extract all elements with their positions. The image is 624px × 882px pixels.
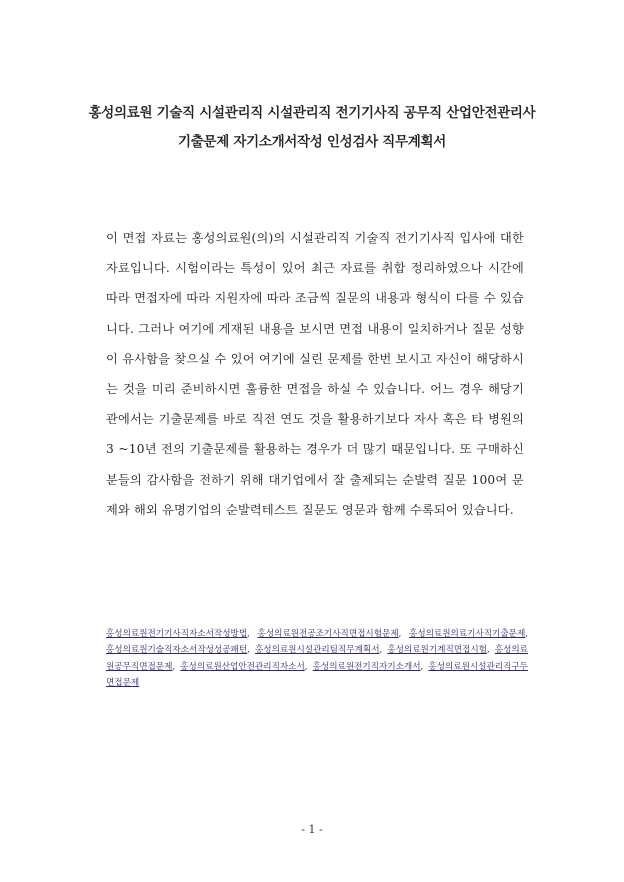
body-text: 이 면접 자료는 홍성의료원(의)의 시설관리직 기술직 전기기사직 입사에 대한 자료입니다. 시험이라는 특성이 있어 최근 자료를 취합 정리하였으나 시간에 따라 면접자에 따라 지원자에 따라 조금씩 질문의 내용과 형식이 다를 수 있습니다. 그러나 여기에 게재된 내용을 보시면 면접 내용이 일치하거나 질문 성향이 유사함을 찾으실 수 있어 여기에 실린 문제를 한번 보시고 자신이 해당하시는 것을 미리 준비하시면 훌륭한 면접을 하실 수 있습니다. 어느 경우 해당기관에서는 기출문제를 바로 직전 연도 것을 활용하기보다 자사 혹은 타 병원의 3 ~10년 전의 기출문제를 활용하는 경우가 더 많기 때문입니다. 또 구매하신 분들의 감사함을 전하기 위해 대기업에서 잘 출제되는 순발력 질문 100여 문제와 해외 유명기업의 순발력테스트 질문도 영문과 함께 수록되어 있습니다. xyxy=(106,231,524,517)
related-link[interactable]: 홍성의료원시설관리직구두면접문제 xyxy=(106,661,528,689)
document-title-line-1: 홍성의료원 기술직 시설관리직 시설관리직 전기기사직 공무직 산업안전관리사 xyxy=(88,105,536,121)
related-link[interactable]: 홍성의료원산업안전관리직자소서 xyxy=(180,661,305,672)
link-separator: , xyxy=(304,661,313,672)
document-title-line-2: 기출문제 자기소개서작성 인성검사 직무계획서 xyxy=(177,134,447,150)
related-link[interactable]: 홍성의료원전기직자기소개서 xyxy=(312,661,421,672)
link-separator: , xyxy=(247,629,258,639)
related-link[interactable]: 홍성의료원기술직자소서작성성공패턴 xyxy=(106,645,248,656)
related-link[interactable]: 홍성의료원시설관리팀직무계획서 xyxy=(254,645,380,656)
link-separator: , xyxy=(379,645,388,656)
link-separator: , xyxy=(420,661,429,672)
page-number: - 1 - xyxy=(301,823,323,836)
related-link[interactable]: 홍성의료원기계직면접시험 xyxy=(387,645,487,656)
link-separator: , xyxy=(247,645,255,656)
link-separator: , xyxy=(486,645,495,656)
related-link[interactable]: 홍성의료원공무직면접문제 xyxy=(106,645,528,672)
link-separator: , xyxy=(525,629,528,639)
body-paragraph xyxy=(106,223,524,525)
related-link[interactable]: 홍성의료원의료기사직기출문제 xyxy=(409,629,526,639)
related-link[interactable]: 홍성의료원전공조기사직면접시험문제 xyxy=(257,629,399,639)
related-link[interactable]: 홍성의료원전기기사직자소서작성방법 xyxy=(106,629,248,639)
link-separator: , xyxy=(172,661,181,672)
link-separator: , xyxy=(398,629,410,639)
related-links xyxy=(106,626,528,692)
